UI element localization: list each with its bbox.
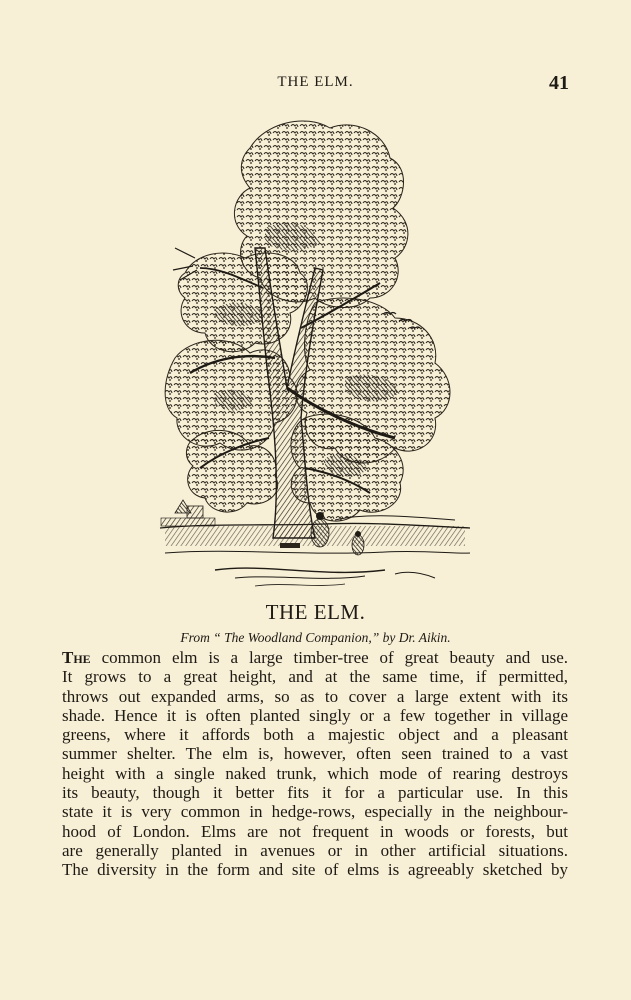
- running-head: [0, 72, 631, 94]
- first-line-text: common elm is a large timber-tree of great beauty and use.: [90, 648, 568, 667]
- body-line-8: its beauty, though it better fits it for a particular use. In this: [62, 783, 568, 803]
- body-line-1: [62, 648, 568, 667]
- body-line-9: state it is very common in hedge-rows, especially in the neighbour-: [62, 802, 568, 822]
- elm-tree-illustration: [155, 108, 475, 598]
- lead-word: The: [62, 648, 91, 667]
- body-line-4: shade. Hence it is often planted singly or a few together in village: [62, 705, 568, 725]
- body-line-7: height with a single naked trunk, which mode of rearing destroys: [62, 763, 568, 783]
- body-paragraph: [62, 648, 568, 880]
- page-number: 41: [549, 72, 569, 94]
- source-citation: From “ The Woodland Companion,” by Dr. Aikin.: [180, 630, 451, 645]
- body-line-12: The diversity in the form and site of elms is agreeably sketched by: [62, 860, 568, 880]
- body-line-6: summer shelter. The elm is, however, often seen trained to a vast: [62, 744, 568, 764]
- body-line-11: are generally planted in avenues or in other artificial situations.: [62, 840, 568, 860]
- body-line-10: hood of London. Elms are not frequent in woods or forests, but: [62, 821, 568, 841]
- body-line-5: greens, where it affords both a majestic object and a pleasant: [62, 725, 568, 745]
- body-line-3: throws out expanded arms, so as to cover a large extent with its: [62, 686, 568, 706]
- running-title: THE ELM.: [277, 74, 354, 90]
- plate-title: THE ELM.: [265, 600, 366, 624]
- elm-tree-engraving: [155, 108, 475, 598]
- body-line-2: It grows to a great height, and at the same time, if permitted,: [62, 667, 568, 687]
